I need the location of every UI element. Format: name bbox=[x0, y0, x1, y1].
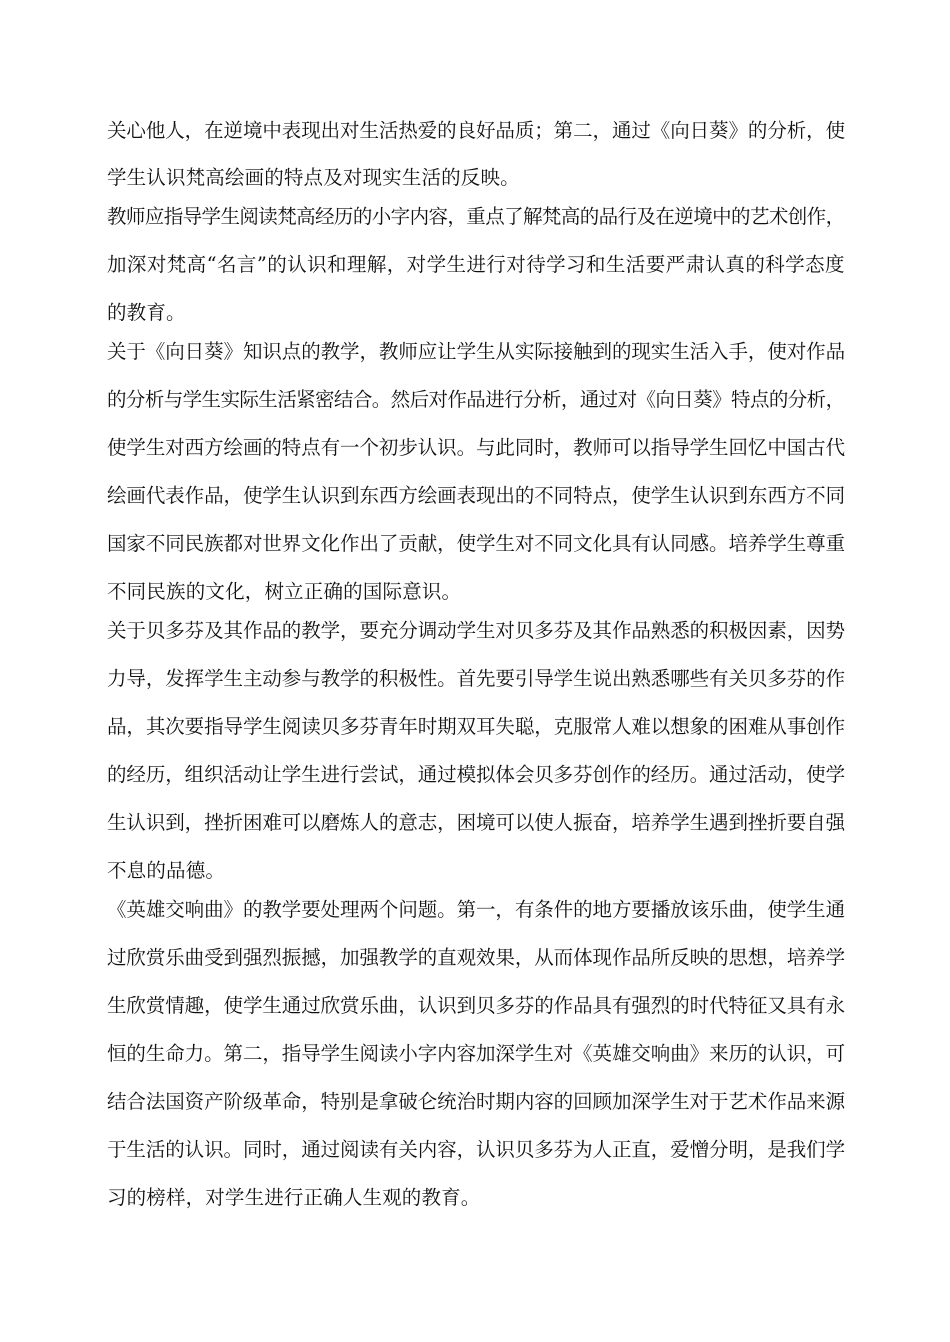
text-line: 不息的品德。 bbox=[107, 859, 226, 882]
text-line: 使学生对西方绘画的特点有一个初步认识。与此同时，教师可以指导学生回忆中国古代 bbox=[107, 436, 846, 459]
text-line: 力导，发挥学生主动参与教学的积极性。首先要引导学生说出熟悉哪些有关贝多芬的作 bbox=[107, 667, 846, 690]
text-line: 习的榜样，对学生进行正确人生观的教育。 bbox=[107, 1186, 481, 1209]
text-line: 结合法国资产阶级革命，特别是拿破仑统治时期内容的回顾加深学生对于艺术作品来源 bbox=[107, 1090, 846, 1113]
text-line: 的经历，组织活动让学生进行尝试，通过模拟体会贝多芬创作的经历。通过活动，使学 bbox=[107, 763, 846, 786]
text-line: 于生活的认识。同时，通过阅读有关内容，认识贝多芬为人正直，爱憎分明，是我们学 bbox=[107, 1138, 846, 1161]
text-line: 国家不同民族都对世界文化作出了贡献，使学生对不同文化具有认同感。培养学生尊重 bbox=[107, 532, 846, 555]
text-line: 《英雄交响曲》的教学要处理两个问题。第一，有条件的地方要播放该乐曲，使学生通 bbox=[107, 898, 846, 921]
text-line: 关心他人，在逆境中表现出对生活热爱的良好品质；第二，通过《向日葵》的分析，使 bbox=[107, 119, 846, 142]
text-line: 学生认识梵高绘画的特点及对现实生活的反映。 bbox=[107, 166, 520, 189]
text-line: 的教育。 bbox=[107, 301, 186, 324]
text-line: 过欣赏乐曲受到强烈振撼，加强教学的直观效果，从而体现作品所反映的思想，培养学 bbox=[107, 946, 846, 969]
text-line: 不同民族的文化，树立正确的国际意识。 bbox=[107, 580, 462, 603]
text-line: 教师应指导学生阅读梵高经历的小字内容，重点了解梵高的品行及在逆境中的艺术创作， bbox=[107, 205, 845, 228]
text-line: 加深对梵高“名言”的认识和理解，对学生进行对待学习和生活要严肃认真的科学态度 bbox=[107, 253, 845, 276]
text-line: 生认识到，挫折困难可以磨炼人的意志，困境可以使人振奋，培养学生遇到挫折要自强 bbox=[107, 811, 846, 834]
text-line: 生欣赏情趣，使学生通过欣赏乐曲，认识到贝多芬的作品具有强烈的时代特征又具有永 bbox=[107, 994, 846, 1017]
text-line: 关于贝多芬及其作品的教学，要充分调动学生对贝多芬及其作品熟悉的积极因素，因势 bbox=[107, 619, 846, 642]
text-line: 的分析与学生实际生活紧密结合。然后对作品进行分析，通过对《向日葵》特点的分析， bbox=[107, 388, 845, 411]
text-line: 关于《向日葵》知识点的教学，教师应让学生从实际接触到的现实生活入手，使对作品 bbox=[107, 340, 846, 363]
text-line: 恒的生命力。第二，指导学生阅读小字内容加深学生对《英雄交响曲》来历的认识，可 bbox=[107, 1042, 846, 1065]
text-line: 绘画代表作品，使学生认识到东西方绘画表现出的不同特点，使学生认识到东西方不同 bbox=[107, 484, 846, 507]
text-line: 品，其次要指导学生阅读贝多芬青年时期双耳失聪，克服常人难以想象的困难从事创作 bbox=[107, 715, 846, 738]
